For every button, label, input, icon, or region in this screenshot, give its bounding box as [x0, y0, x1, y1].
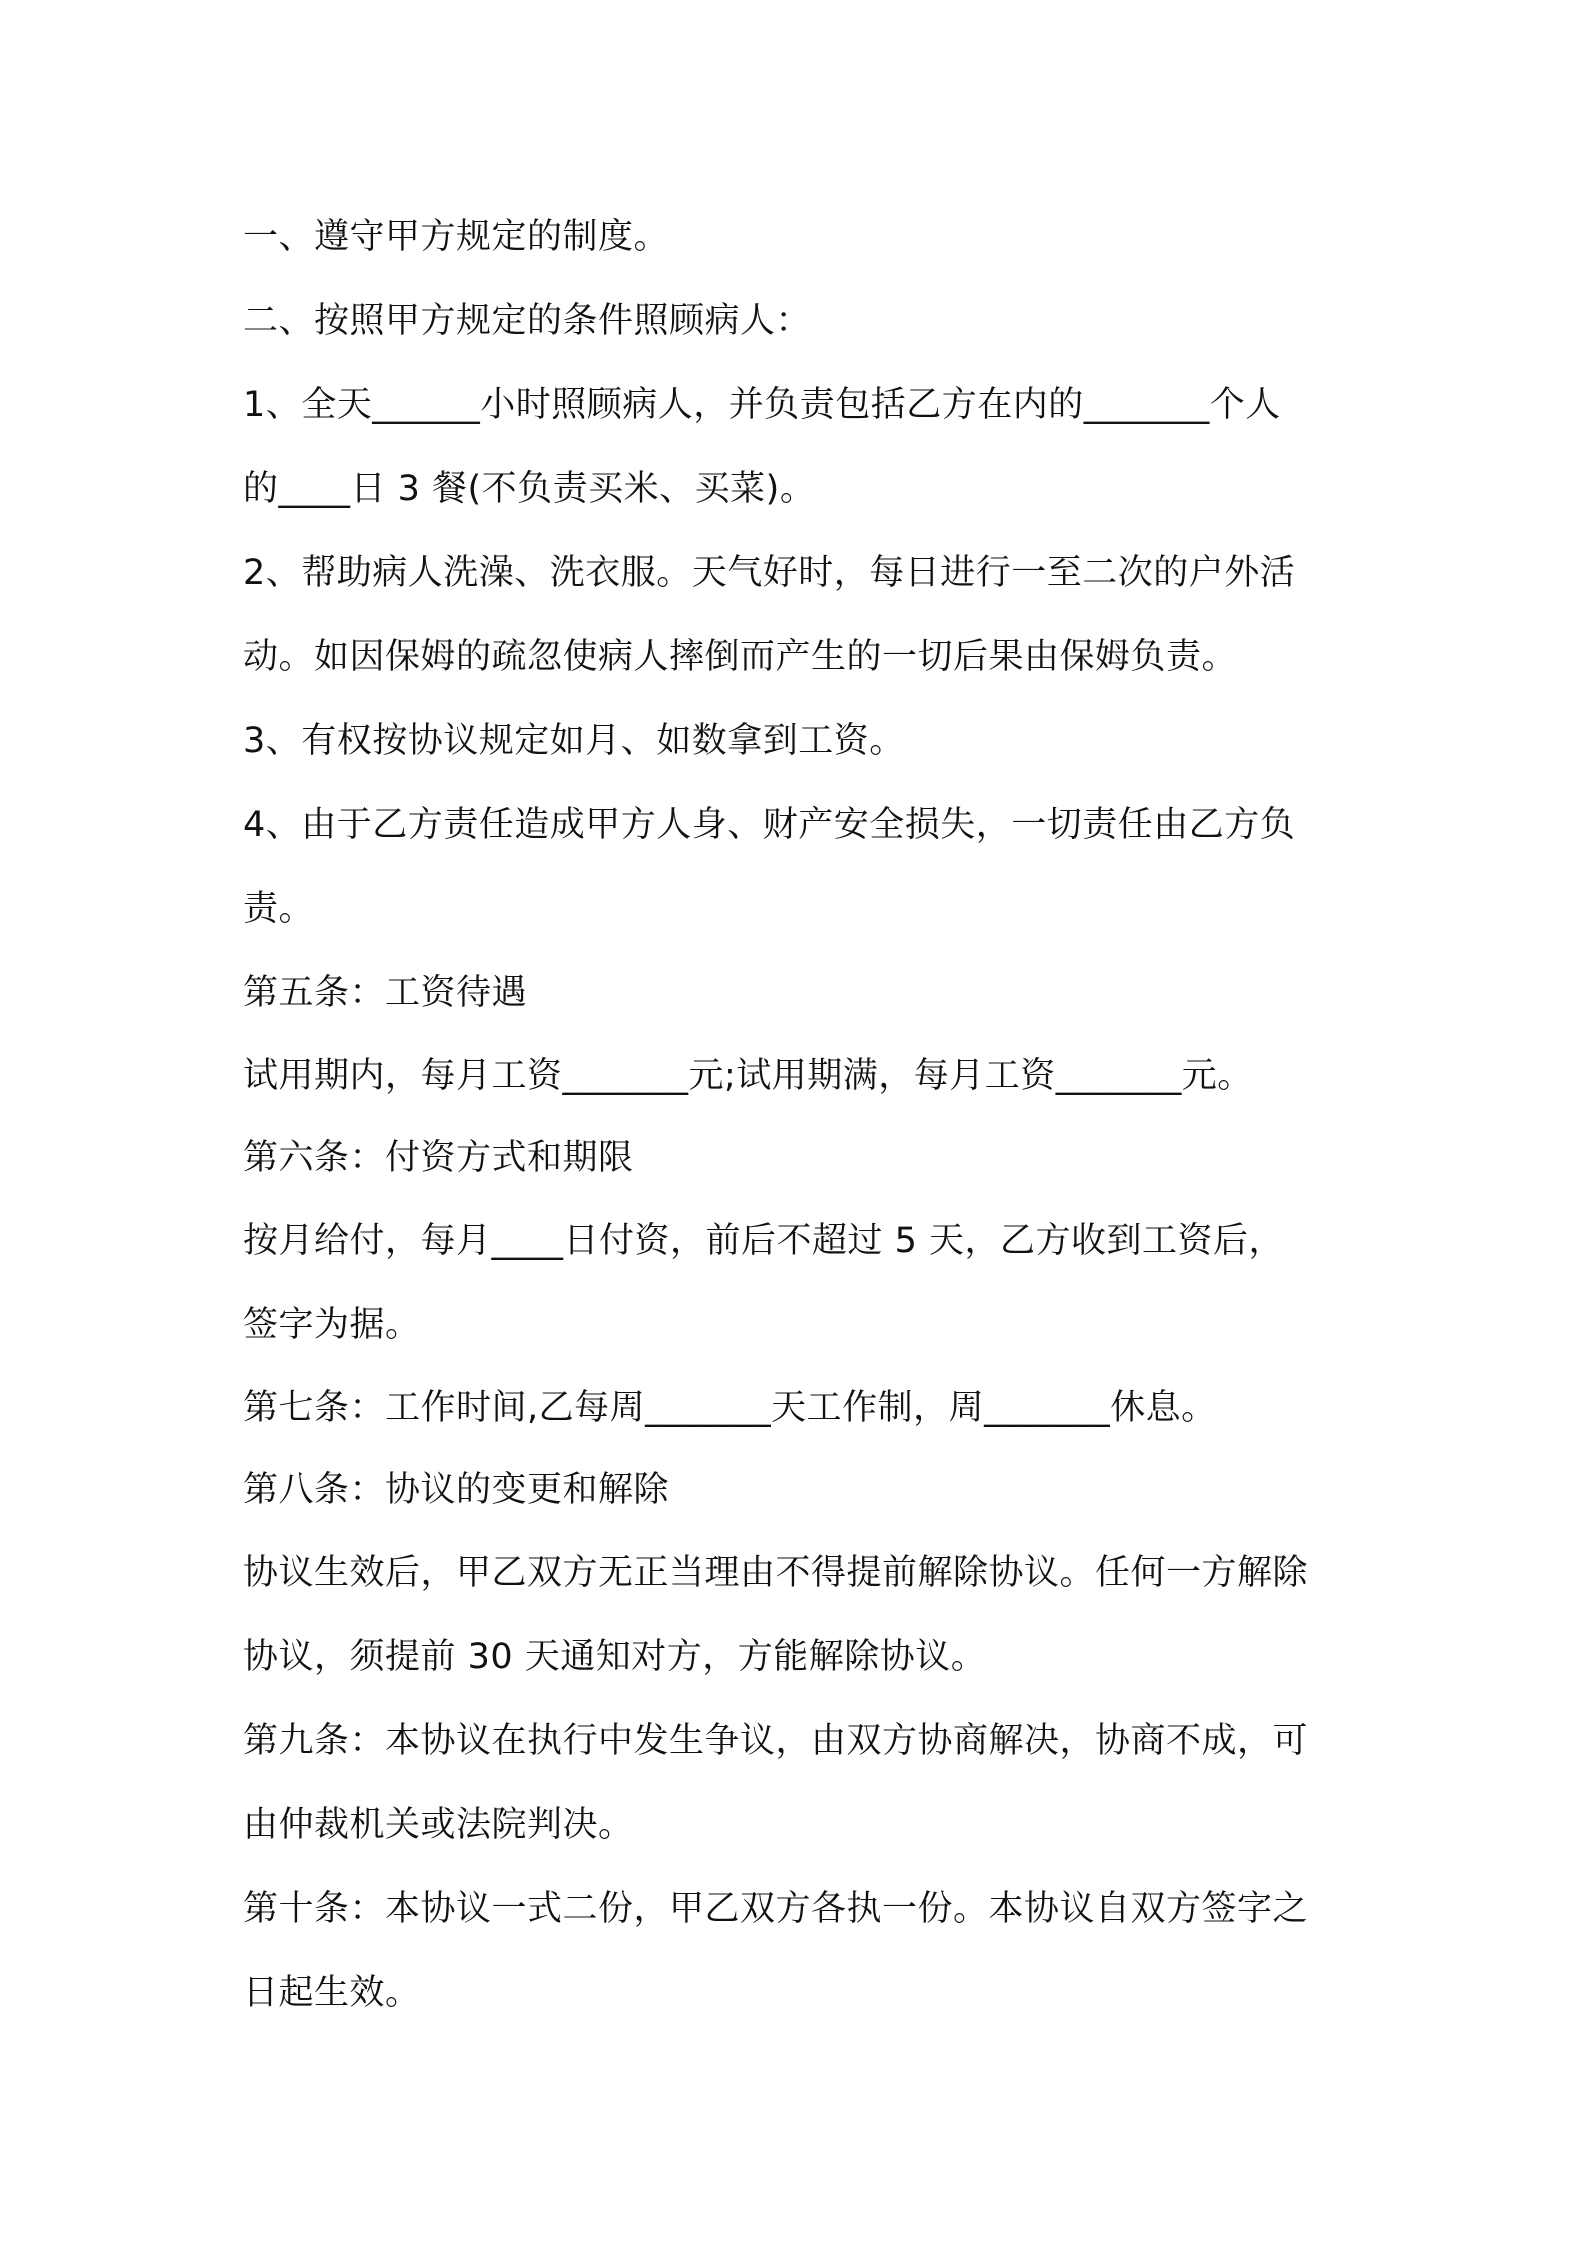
clause-line: 二、按照甲方规定的条件照顾病人： — [243, 301, 812, 341]
clause-line: 3、有权按协议规定如月、如数拿到工资。 — [243, 721, 905, 761]
clause-line: 2、帮助病人洗澡、洗衣服。天气好时，每日进行一至二次的户外活 — [243, 553, 1296, 593]
clause-line: 1、全天______小时照顾病人，并负责包括乙方在内的_______个人 — [243, 385, 1281, 425]
section-heading: 第七条：工作时间,乙每周_______天工作制，周_______休息。 — [243, 1388, 1217, 1428]
section-heading: 第十条：本协议一式二份，甲乙双方各执一份。本协议自双方签字之 — [243, 1889, 1309, 1929]
clause-line: 责。 — [243, 889, 315, 929]
clause-line: 动。如因保姆的疏忽使病人摔倒而产生的一切后果由保姆负责。 — [243, 637, 1238, 677]
clause-line: 日起生效。 — [243, 1973, 421, 2013]
clause-line: 一、遵守甲方规定的制度。 — [243, 217, 670, 257]
section-heading: 第八条：协议的变更和解除 — [243, 1470, 670, 1510]
section-heading: 第五条：工资待遇 — [243, 973, 528, 1013]
document-body — [243, 195, 1373, 2035]
clause-line: 4、由于乙方责任造成甲方人身、财产安全损失，一切责任由乙方负 — [243, 805, 1296, 845]
clause-line: 试用期内，每月工资_______元;试用期满，每月工资_______元。 — [243, 1056, 1253, 1096]
clause-line: 签字为据。 — [243, 1305, 421, 1345]
clause-line: 由仲裁机关或法院判决。 — [243, 1805, 634, 1845]
section-heading: 第九条：本协议在执行中发生争议，由双方协商解决，协商不成，可 — [243, 1721, 1309, 1761]
clause-line: 协议，须提前 30 天通知对方，方能解除协议。 — [243, 1637, 987, 1677]
clause-line: 按月给付，每月____日付资，前后不超过 5 天，乙方收到工资后， — [243, 1221, 1285, 1261]
clause-line: 协议生效后，甲乙双方无正当理由不得提前解除协议。任何一方解除 — [243, 1553, 1309, 1593]
clause-line: 的____日 3 餐(不负责买米、买菜)。 — [243, 469, 816, 509]
section-heading: 第六条：付资方式和期限 — [243, 1138, 634, 1178]
